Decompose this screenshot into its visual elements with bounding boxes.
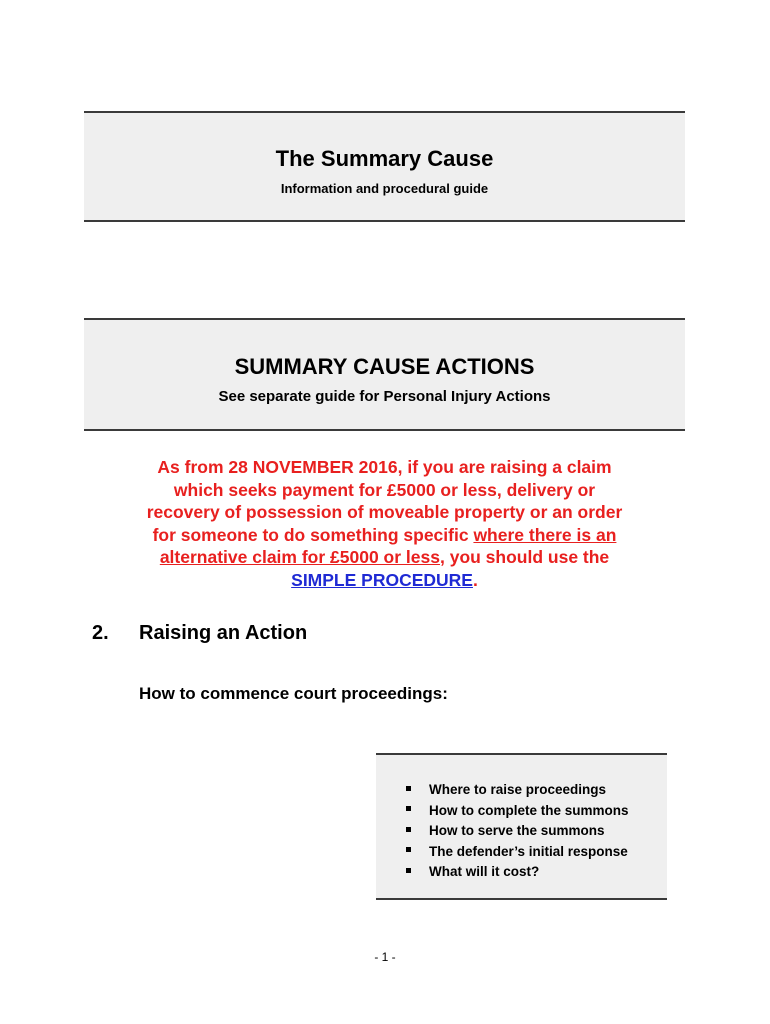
list-item-label: Where to raise proceedings (429, 782, 607, 797)
list-item-label: What will it cost? (429, 864, 540, 879)
list-item-label: How to serve the summons (429, 823, 605, 838)
list-item (406, 780, 629, 801)
list-item (406, 842, 629, 863)
notice-line: As from 28 NOVEMBER 2016, if you are raising a claim (157, 457, 612, 477)
notice-underlined-text: alternative claim for £5000 or less (159, 547, 440, 568)
square-bullet-icon (406, 827, 411, 832)
notice-underlined-text: where there is an (473, 524, 617, 545)
contents-list (406, 780, 629, 883)
list-item (406, 862, 629, 883)
section-title: Raising an Action (139, 622, 308, 644)
simple-procedure-link[interactable]: SIMPLE PROCEDURE (291, 569, 473, 590)
page-number: - 1 - (374, 950, 396, 964)
list-item-label: The defender’s initial response (429, 843, 628, 859)
notice-line: recovery of possession of moveable property or an order (146, 502, 623, 523)
contents-box (376, 753, 667, 900)
notice-line: which seeks payment for £5000 or less, delivery or (173, 479, 596, 500)
square-bullet-icon (406, 786, 411, 791)
square-bullet-icon (406, 868, 411, 873)
notice-line: , you should use the (439, 547, 610, 568)
actions-heading: SUMMARY CAUSE ACTIONS (234, 354, 535, 379)
list-item-label: How to complete the summons (429, 802, 629, 818)
section-number: 2. (92, 622, 109, 644)
square-bullet-icon (406, 806, 411, 811)
list-item (406, 801, 629, 822)
document-subtitle: Information and procedural guide (280, 181, 489, 196)
notice-period: . (472, 569, 478, 590)
square-bullet-icon (406, 847, 411, 852)
section-subheading: How to commence court proceedings: (139, 684, 448, 703)
actions-box (84, 318, 685, 431)
document-title: The Summary Cause (275, 146, 494, 171)
actions-subheading: See separate guide for Personal Injury Actions (218, 388, 551, 405)
notice-line: for someone to do something specific (152, 524, 474, 545)
title-box (84, 111, 685, 222)
list-item (406, 821, 629, 842)
simple-procedure-notice (84, 456, 685, 592)
